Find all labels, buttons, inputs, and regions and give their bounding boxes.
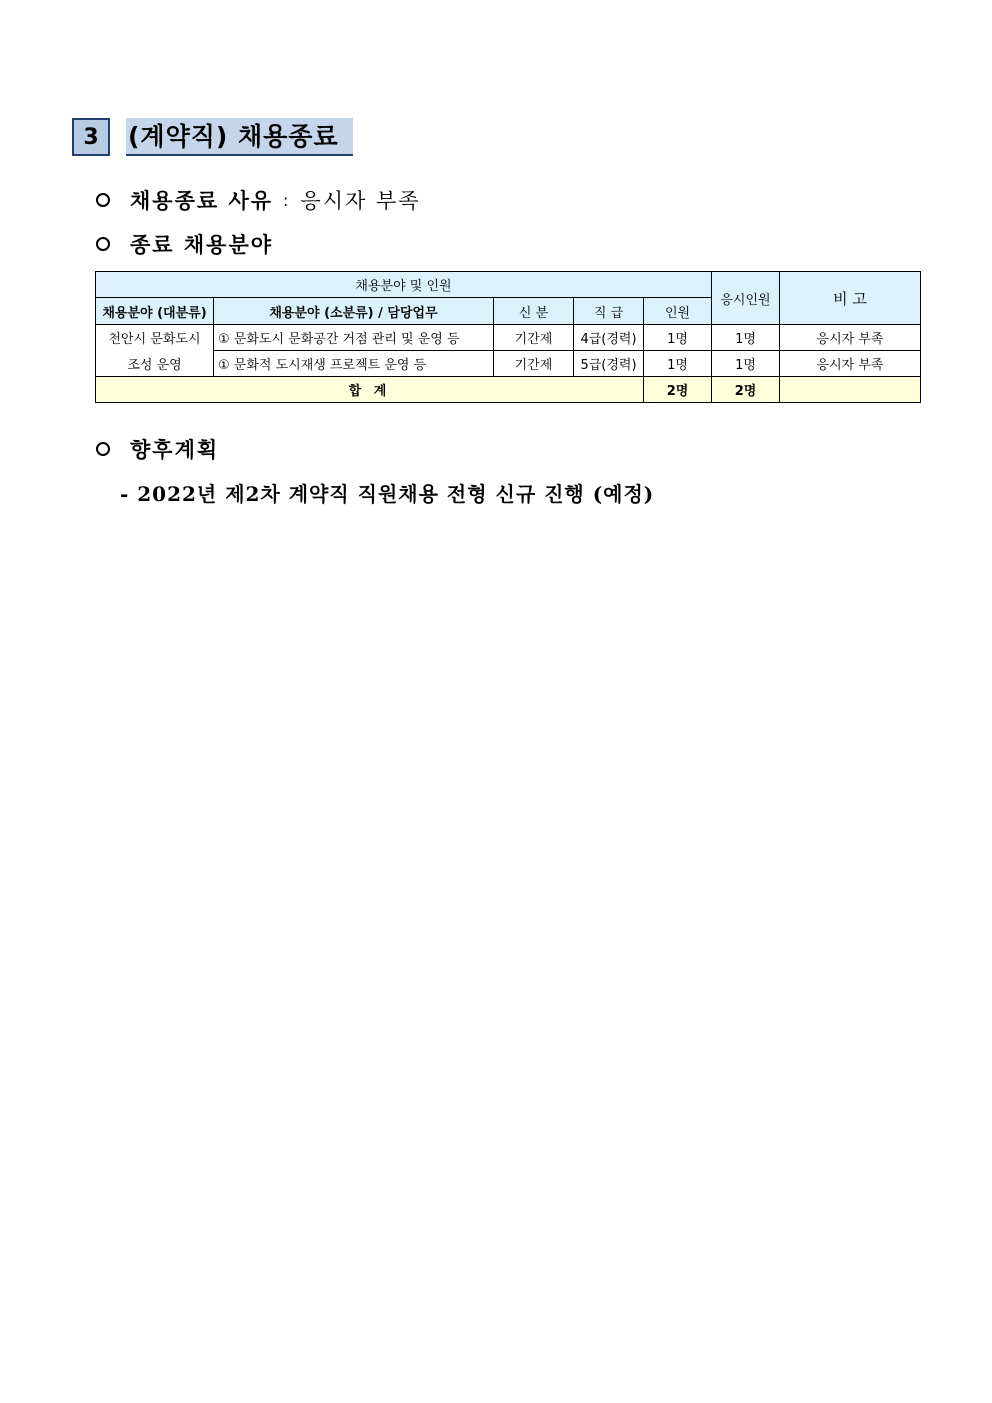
header-group: 채용분야 및 인원 (96, 272, 712, 298)
cell-applicants: 1명 (712, 325, 780, 351)
header-status: 신 분 (494, 298, 574, 325)
header-major: 채용분야 (대분류) (96, 298, 214, 325)
section-number: 3 (72, 118, 110, 156)
major-line2: 조성 운영 (96, 351, 214, 377)
header-applicants: 응시인원 (712, 272, 780, 325)
total-applicants: 2명 (712, 377, 780, 403)
cell-status: 기간제 (494, 325, 574, 351)
cell-count: 1명 (644, 325, 712, 351)
circle-bullet-icon (96, 193, 110, 207)
cell-applicants: 1명 (712, 351, 780, 377)
bullet-label: 채용종료 사유 (130, 188, 274, 213)
circle-bullet-icon (96, 442, 110, 456)
bullet-future (96, 434, 219, 464)
bullet-separator: : (283, 190, 289, 210)
table-row (96, 325, 921, 351)
bullet-reason (96, 185, 421, 215)
cell-grade: 5급(경력) (574, 351, 644, 377)
bullet-value: 응시자 부족 (300, 189, 421, 213)
bullet-label: 향후계획 (130, 437, 220, 462)
bullet-fields (96, 229, 273, 259)
section-header (72, 118, 353, 156)
total-note (780, 377, 921, 403)
cell-minor: ① 문화도시 문화공간 거점 관리 및 운영 등 (214, 325, 494, 351)
header-grade: 직 급 (574, 298, 644, 325)
recruitment-table (95, 271, 921, 403)
total-count: 2명 (644, 377, 712, 403)
total-label: 합 계 (96, 377, 644, 403)
cell-grade: 4급(경력) (574, 325, 644, 351)
major-line1: 천안시 문화도시 (96, 325, 214, 351)
header-note: 비 고 (780, 272, 921, 325)
header-minor: 채용분야 (소분류) / 담당업무 (214, 298, 494, 325)
cell-note: 응시자 부족 (780, 351, 921, 377)
bullet-label: 종료 채용분야 (130, 232, 274, 257)
circle-bullet-icon (96, 237, 110, 251)
section-title: (계약직) 채용종료 (126, 118, 353, 156)
table-row (96, 351, 921, 377)
cell-status: 기간제 (494, 351, 574, 377)
future-plan-item: - 2022년 제2차 계약직 직원채용 전형 신규 진행 (예정) (120, 482, 655, 506)
cell-count: 1명 (644, 351, 712, 377)
total-row (96, 377, 921, 403)
cell-note: 응시자 부족 (780, 325, 921, 351)
header-count: 인원 (644, 298, 712, 325)
cell-minor: ① 문화적 도시재생 프로젝트 운영 등 (214, 351, 494, 377)
